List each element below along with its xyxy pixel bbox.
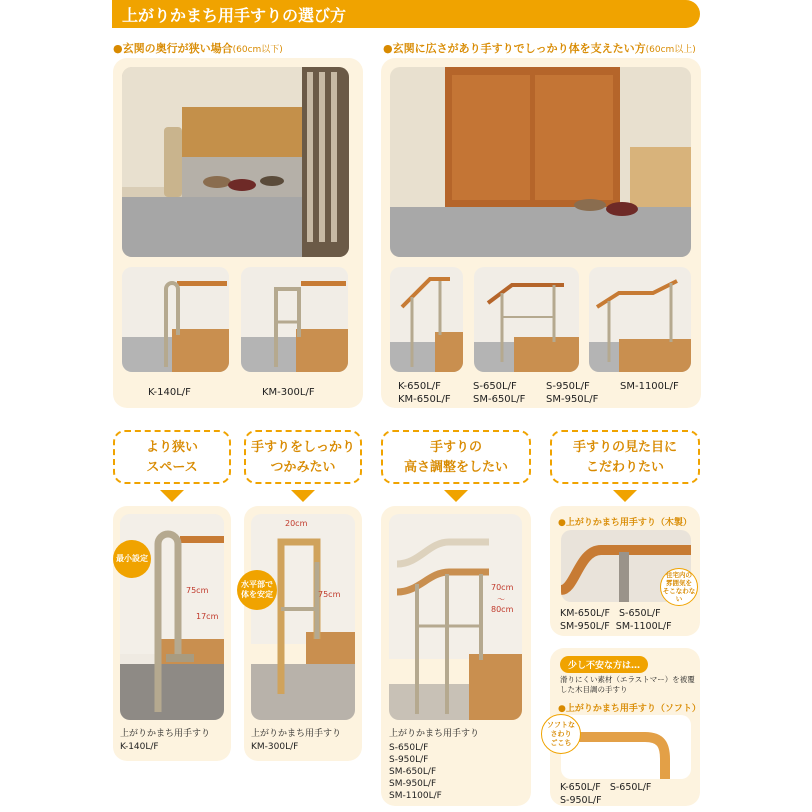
product-label-sm1100: SM-1100L/F [620,381,679,392]
product-photo-k650 [390,267,463,372]
bubble-height-adjust: 手すりの 高さ調整をしたい [381,430,531,484]
wide-entrance-illustration [390,67,691,257]
left-heading-note: (60cm以下) [232,45,283,55]
detail-photo-s650 [389,514,522,720]
km300-illustration [241,267,348,372]
right-heading-note: (60cm以上) [645,45,696,55]
dim-width: 17cm [196,612,219,621]
product-label-k650: K-650L/F KM-650L/F [398,381,451,405]
arrow-down-icon [613,490,637,502]
detail-caption-km300: 上がりかまち用手すり [251,729,342,739]
bubble-narrow-space: より狭い スペース [113,430,231,484]
product-label-s950: S-950L/F SM-950L/F [546,381,599,405]
detail-model-k140: K-140L/F [120,742,159,752]
product-label-km300: KM-300L/F [262,387,315,398]
soft-pill: 少し不安な方は… [560,656,648,673]
arrow-down-icon [291,490,315,502]
badge-ambience: 住宅内の 雰囲気を そこなわない [660,568,698,606]
dim-top: 20cm [285,519,308,528]
k140-illustration [122,267,229,372]
dim-height: 75cm [318,590,341,599]
km300-detail-illustration [251,514,355,720]
right-heading: ●玄関に広さがあり手すりでしっかり体を支えたい方(60cm以上) [383,42,696,55]
soft-models-row-1: K-650L/F S-650L/F [560,782,652,793]
page-title: 上がりかまち用手すりの選び方 [122,6,347,25]
bubble-appearance: 手すりの見た目に こだわりたい [550,430,700,484]
detail-caption-k140: 上がりかまち用手すり [120,729,211,739]
narrow-entrance-illustration [122,67,349,257]
dim-tilde: 〜 [497,595,505,604]
detail-model-km300: KM-300L/F [251,742,299,752]
title-bar [112,0,700,28]
badge-soft: ソフトな さわり ごこち [541,714,581,754]
left-heading: ●玄関の奥行が狭い場合(60cm以下) [113,42,283,55]
wood-models-row-2: SM-950L/F SM-1100L/F [560,621,672,632]
soft-heading: ●上がりかまち用手すり（ソフト） [558,704,701,714]
soft-photo [561,715,691,779]
product-photo-k140 [122,267,229,372]
product-label-s650: S-650L/F SM-650L/F [473,381,526,405]
product-photo-km300 [241,267,348,372]
s650-illustration [474,267,579,372]
sm1100-illustration [589,267,691,372]
badge-horizontal: 水平部で 体を安定 [237,570,277,610]
soft-models-row-2: S-950L/F [560,795,602,806]
arrow-down-icon [444,490,468,502]
entrance-photo-narrow [122,67,349,257]
soft-description: 滑りにくい素材（エラストマー）を被覆 した木目調の手すり [560,675,695,694]
detail-photo-km300 [251,514,355,720]
arrow-down-icon [160,490,184,502]
entrance-photo-wide [390,67,691,257]
bubble-firm-grip: 手すりをしっかり つかみたい [244,430,362,484]
wood-models-row-1: KM-650L/F S-650L/F [560,608,661,619]
soft-rail-illustration [561,715,691,779]
s650-detail-illustration [389,514,522,720]
badge-minimum: 最小設定 [113,540,151,578]
wood-heading: ●上がりかまち用手すり（木製） [558,518,692,528]
dim-height-max: 80cm [491,605,514,614]
dim-height: 75cm [186,586,209,595]
detail-models-s650: S-650L/F S-950L/F SM-650L/F SM-950L/F SM-1100L/F [389,743,442,801]
product-label-k140: K-140L/F [148,387,191,398]
k650-illustration [390,267,463,372]
product-photo-sm1100 [589,267,691,372]
detail-caption-s650: 上がりかまち用手すり [389,729,480,739]
dim-height-min: 70cm [491,583,514,592]
product-photo-s650 [474,267,579,372]
